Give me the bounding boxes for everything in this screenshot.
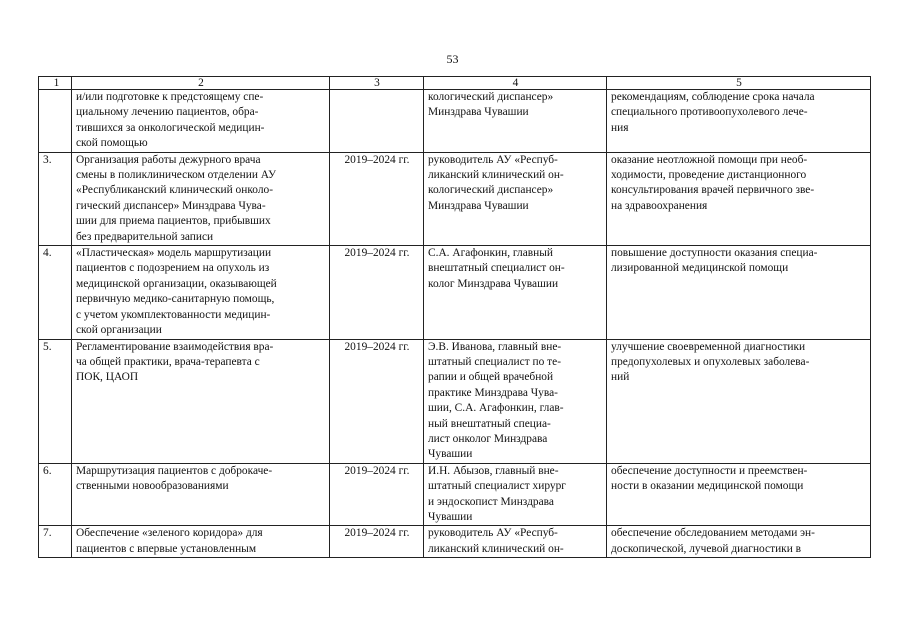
- measures-table: [38, 76, 871, 558]
- row-result: обеспечение доступности и преемствен- ности в оказании медицинской помощи: [607, 463, 871, 526]
- table-row: [39, 526, 871, 558]
- header-col-4: 4: [424, 77, 607, 90]
- row-responsible: Э.В. Иванова, главный вне- штатный специалист по те- рапии и общей врачебной практике Минздрава Чува- шии, С.А. Агафонкин, глав- ный внештатный специа- лист онколог Минздрава Чувашии: [424, 339, 607, 463]
- row-result: обеспечение обследованием методами эн- доскопической, лучевой диагностики в: [607, 526, 871, 558]
- row-period: 2019–2024 гг.: [330, 246, 424, 339]
- table-row: [39, 152, 871, 245]
- row-number: [39, 90, 72, 153]
- row-responsible: кологический диспансер» Минздрава Чувашии: [424, 90, 607, 153]
- row-number: 7.: [39, 526, 72, 558]
- table-row: [39, 463, 871, 526]
- header-col-1: 1: [39, 77, 72, 90]
- header-col-2: 2: [72, 77, 330, 90]
- row-number: 3.: [39, 152, 72, 245]
- row-responsible: И.Н. Абызов, главный вне- штатный специалист хирург и эндоскопист Минздрава Чувашии: [424, 463, 607, 526]
- table-row: [39, 90, 871, 153]
- table-row: [39, 339, 871, 463]
- page-number: 53: [446, 52, 459, 66]
- table-header-row: [39, 77, 871, 90]
- header-col-3: 3: [330, 77, 424, 90]
- row-number: 4.: [39, 246, 72, 339]
- row-number: 6.: [39, 463, 72, 526]
- row-action: Регламентирование взаимодействия вра- ча общей практики, врача-терапевта с ПОК, ЦАОП: [72, 339, 330, 463]
- row-result: улучшение своевременной диагностики предопухолевых и опухолевых заболева- ний: [607, 339, 871, 463]
- row-result: повышение доступности оказания специа- лизированной медицинской помощи: [607, 246, 871, 339]
- row-action: и/или подготовке к предстоящему спе- циальному лечению пациентов, обра- тившихся за онкологической медицин- ской помощью: [72, 90, 330, 153]
- row-responsible: С.А. Агафонкин, главный внештатный специалист он- колог Минздрава Чувашии: [424, 246, 607, 339]
- row-result: оказание неотложной помощи при необ- ходимости, проведение дистанционного консультирования врачей первичного зве- на здравоохранения: [607, 152, 871, 245]
- table-row: [39, 246, 871, 339]
- row-responsible: руководитель АУ «Респуб- ликанский клинический он-: [424, 526, 607, 558]
- row-period: [330, 90, 424, 153]
- header-col-5: 5: [607, 77, 871, 90]
- row-period: 2019–2024 гг.: [330, 526, 424, 558]
- row-action: Маршрутизация пациентов с доброкаче- ственными новообразованиями: [72, 463, 330, 526]
- row-number: 5.: [39, 339, 72, 463]
- row-responsible: руководитель АУ «Респуб- ликанский клинический он- кологический диспансер» Минздрава Чувашии: [424, 152, 607, 245]
- row-period: 2019–2024 гг.: [330, 152, 424, 245]
- row-period: 2019–2024 гг.: [330, 463, 424, 526]
- row-action: Обеспечение «зеленого коридора» для пациентов с впервые установленным: [72, 526, 330, 558]
- row-action: Организация работы дежурного врача смены в поликлиническом отделении АУ «Республиканский клинический онколо- гический диспансер» Минздрава Чува- шии для приема пациентов, прибывших без предварительной записи: [72, 152, 330, 245]
- row-period: 2019–2024 гг.: [330, 339, 424, 463]
- row-action: «Пластическая» модель маршрутизации пациентов с подозрением на опухоль из медицинской организации, оказывающей первичную медико-санитарную помощь, с учетом укомплектованности медицин- ской организации: [72, 246, 330, 339]
- row-result: рекомендациям, соблюдение срока начала специального противоопухолевого лече- ния: [607, 90, 871, 153]
